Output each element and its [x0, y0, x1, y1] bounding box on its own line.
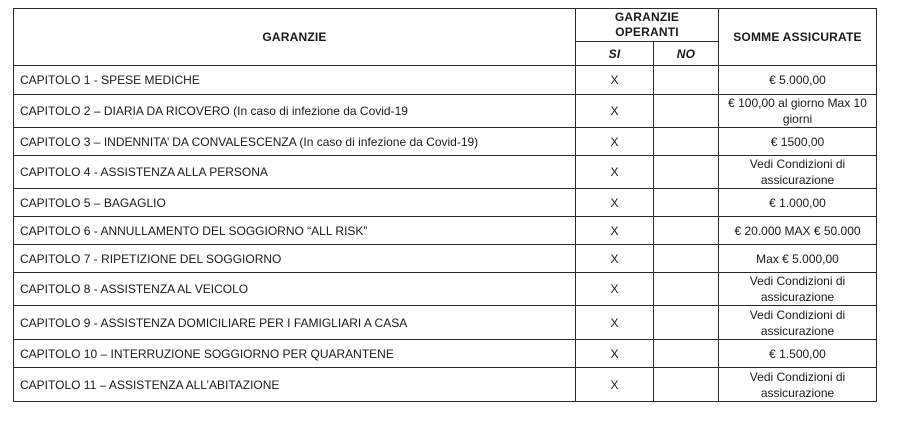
no-mark	[654, 273, 719, 306]
table-row	[14, 189, 877, 217]
guarantee-name: CAPITOLO 1 - SPESE MEDICHE	[14, 66, 576, 95]
guarantees-table	[13, 8, 877, 402]
sum-insured: Vedi Condizioni di assicurazione	[719, 273, 877, 306]
sum-insured: € 1500,00	[719, 128, 877, 156]
guarantee-name: CAPITOLO 5 – BAGAGLIO	[14, 189, 576, 217]
table-row	[14, 245, 877, 273]
si-mark: X	[576, 245, 654, 273]
guarantee-name: CAPITOLO 9 - ASSISTENZA DOMICILIARE PER I FAMIGLIARI A CASA	[14, 306, 576, 340]
sum-insured: € 5.000,00	[719, 66, 877, 95]
no-mark	[654, 368, 719, 402]
sum-insured: Vedi Condizioni di assicurazione	[719, 306, 877, 340]
guarantee-name: CAPITOLO 2 – DIARIA DA RICOVERO (In caso di infezione da Covid-19	[14, 95, 576, 128]
sum-insured: € 1.000,00	[719, 189, 877, 217]
header-no: NO	[654, 42, 719, 66]
si-mark: X	[576, 189, 654, 217]
header-garanzie-operanti: GARANZIE OPERANTI	[576, 9, 719, 42]
no-mark	[654, 245, 719, 273]
header-si: SI	[576, 42, 654, 66]
no-mark	[654, 95, 719, 128]
no-mark	[654, 306, 719, 340]
table-body	[14, 66, 877, 402]
table-row	[14, 273, 877, 306]
si-mark: X	[576, 128, 654, 156]
table-row	[14, 156, 877, 189]
si-mark: X	[576, 95, 654, 128]
no-mark	[654, 66, 719, 95]
no-mark	[654, 156, 719, 189]
no-mark	[654, 189, 719, 217]
table-row	[14, 306, 877, 340]
guarantee-name: CAPITOLO 11 – ASSISTENZA ALL’ABITAZIONE	[14, 368, 576, 402]
si-mark: X	[576, 273, 654, 306]
table-row	[14, 128, 877, 156]
no-mark	[654, 340, 719, 368]
guarantee-name: CAPITOLO 3 – INDENNITA’ DA CONVALESCENZA (In caso di infezione da Covid-19)	[14, 128, 576, 156]
si-mark: X	[576, 66, 654, 95]
sum-insured: Vedi Condizioni di assicurazione	[719, 156, 877, 189]
sum-insured: € 20.000 MAX € 50.000	[719, 217, 877, 245]
table-header	[14, 9, 877, 66]
si-mark: X	[576, 156, 654, 189]
table-row	[14, 368, 877, 402]
table-row	[14, 95, 877, 128]
guarantee-name: CAPITOLO 4 - ASSISTENZA ALLA PERSONA	[14, 156, 576, 189]
guarantee-name: CAPITOLO 6 - ANNULLAMENTO DEL SOGGIORNO “ALL RISK”	[14, 217, 576, 245]
table-row	[14, 217, 877, 245]
si-mark: X	[576, 217, 654, 245]
sum-insured: € 100,00 al giorno Max 10 giorni	[719, 95, 877, 128]
header-garanzie: GARANZIE	[14, 9, 576, 66]
table-row	[14, 66, 877, 95]
si-mark: X	[576, 306, 654, 340]
guarantee-name: CAPITOLO 10 – INTERRUZIONE SOGGIORNO PER QUARANTENE	[14, 340, 576, 368]
si-mark: X	[576, 368, 654, 402]
header-somme-assicurate: SOMME ASSICURATE	[719, 9, 877, 66]
sum-insured: € 1.500,00	[719, 340, 877, 368]
table-row	[14, 340, 877, 368]
guarantee-name: CAPITOLO 8 - ASSISTENZA AL VEICOLO	[14, 273, 576, 306]
sum-insured: Max € 5.000,00	[719, 245, 877, 273]
si-mark: X	[576, 340, 654, 368]
no-mark	[654, 217, 719, 245]
sum-insured: Vedi Condizioni di assicurazione	[719, 368, 877, 402]
guarantee-name: CAPITOLO 7 - RIPETIZIONE DEL SOGGIORNO	[14, 245, 576, 273]
no-mark	[654, 128, 719, 156]
